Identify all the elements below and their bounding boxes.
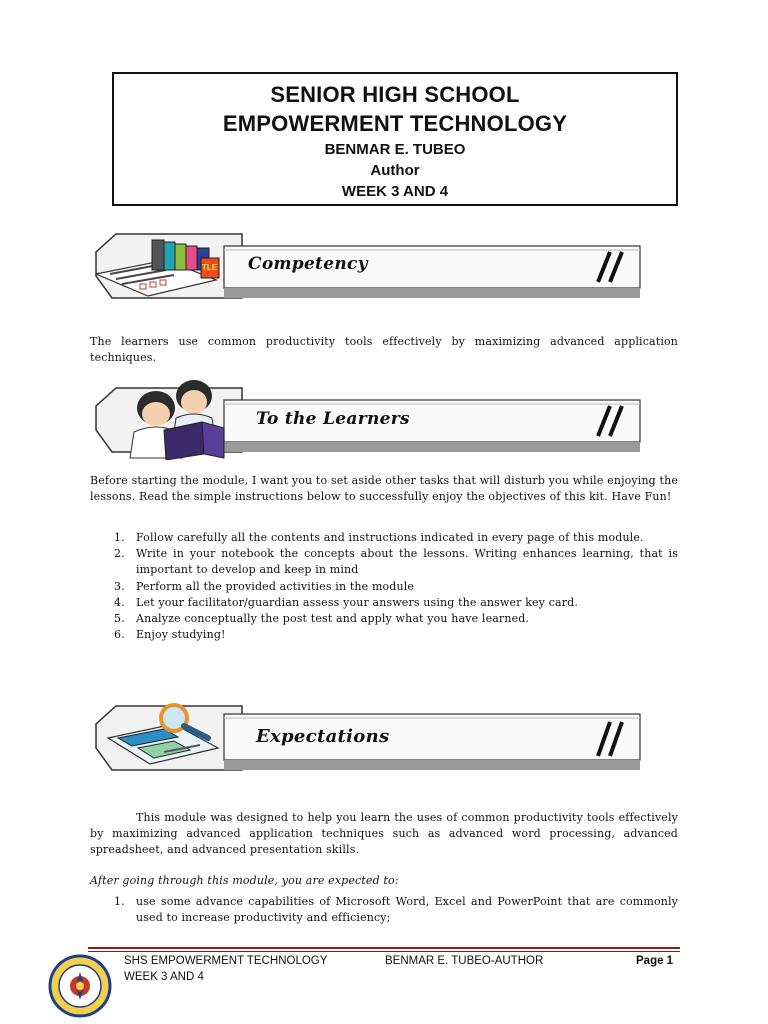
list-text: Enjoy studying! [136,628,226,642]
footer-week: WEEK 3 AND 4 [124,971,204,983]
learners-banner [92,382,642,460]
list-number: 2. [114,547,125,561]
division-seal-icon [48,954,112,1018]
list-text: use some advance capabilities of Microsoft Word, Excel and PowerPoint that are commonly used to increase productivity and efficiency; [136,895,678,925]
list-number: 5. [114,612,125,626]
list-item [90,595,678,611]
list-item [90,579,678,595]
list-item [90,530,678,546]
learners-label: To the Learners [256,409,410,429]
week-label: WEEK 3 AND 4 [341,183,449,200]
tle-book-label: TLE [202,263,218,272]
learners-steps [90,530,678,643]
list-item [90,627,678,643]
footer-rule-thin [88,951,680,952]
list-number: 4. [114,595,125,609]
list-item [90,546,678,578]
list-item [90,611,678,627]
expectations-label: Expectations [256,726,390,747]
list-item [90,894,678,926]
list-text: Perform all the provided activities in the module [136,579,415,593]
competency-label: Competency [248,254,368,274]
author-name: BENMAR E. TUBEO [324,141,466,158]
expectations-list [90,894,678,926]
list-number: 1. [114,531,125,544]
list-number: 6. [114,628,125,642]
list-number: 1. [114,895,125,908]
expectations-banner [92,700,642,778]
list-text: Analyze conceptually the post test and apply what you have learned. [136,612,530,626]
competency-banner [92,228,642,306]
magnifier-document-icon [104,702,234,776]
expectations-intro: This module was designed to help you learn the uses of common productivity tools effectively by maximizing advanced application techniques such as advanced word processing, advanced spreadsheet, and advanced presentation skills. [90,811,678,857]
list-text: Let your facilitator/guardian assess your answers using the answer key card. [136,595,578,609]
footer-course: SHS EMPOWERMENT TECHNOLOGY [124,955,328,967]
title-line-2: EMPOWERMENT TECHNOLOGY [222,111,568,136]
list-number: 3. [114,579,125,593]
footer-author: BENMAR E. TUBEO-AUTHOR [385,955,544,967]
list-text: Follow carefully all the contents and instructions indicated in every page of this module. [136,531,644,544]
students-reading-icon [112,378,242,460]
footer-rule [88,947,680,949]
title-line-1: SENIOR HIGH SCHOOL [270,82,520,107]
title-box [112,72,678,206]
page-number: Page 1 [636,955,674,967]
author-role: Author [370,162,420,179]
list-text: Write in your notebook the concepts about the lessons. Writing enhances learning, that is important to develop and keep in mind [136,547,678,577]
expectations-lead: After going through this module, you are expected to: [90,874,399,887]
learners-intro: Before starting the module, I want you to set aside other tasks that will disturb you while enjoying the lessons. Read the simple instructions below to successfully enjoy the objectives of this kit. Have Fun! [90,474,678,504]
books-checklist-icon [96,232,226,302]
competency-text: The learners use common productivity tools effectively by maximizing advanced application techniques. [90,335,678,365]
